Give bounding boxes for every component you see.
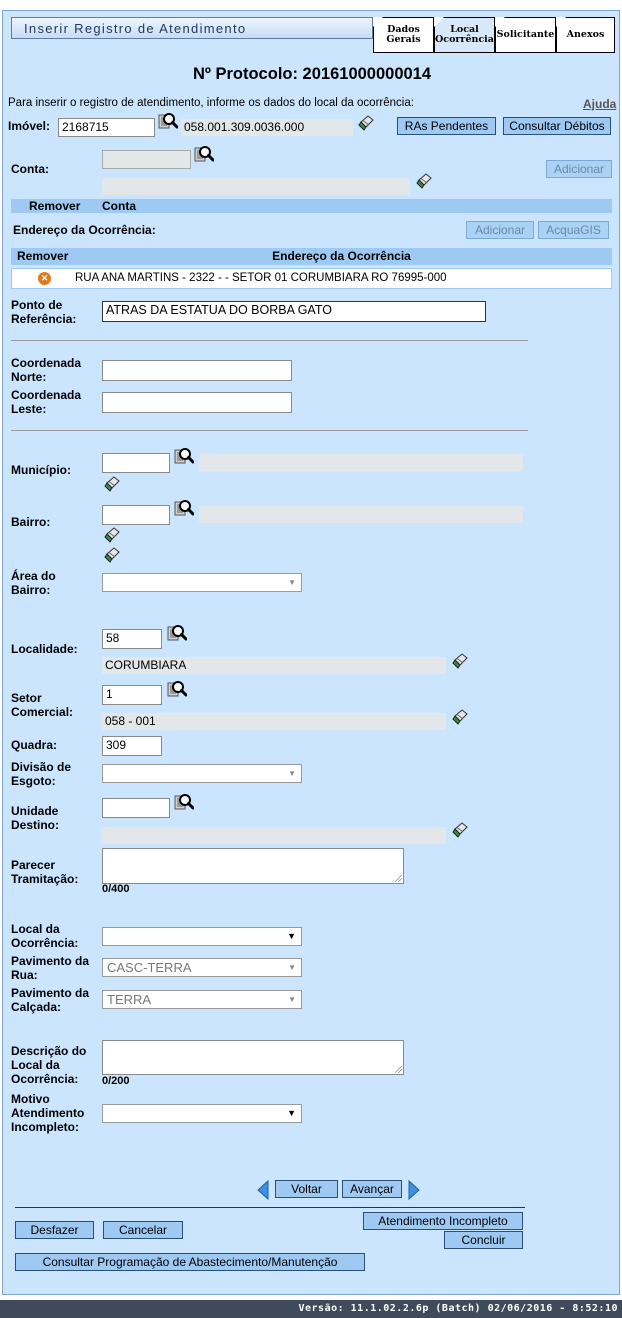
coordenada-norte-label: Coordenada Norte: xyxy=(11,356,82,384)
divider xyxy=(11,430,528,431)
search-municipio-icon[interactable] xyxy=(174,447,194,467)
clear-imovel-icon[interactable] xyxy=(358,114,374,132)
endereco-table-header xyxy=(11,248,612,265)
bairro-label: Bairro: xyxy=(11,515,51,529)
conta-desc xyxy=(102,178,410,195)
clear-unidade-icon[interactable] xyxy=(452,821,468,839)
page-title: Inserir Registro de Atendimento xyxy=(11,17,373,39)
table-row xyxy=(11,268,612,289)
search-conta-icon[interactable] xyxy=(194,145,214,165)
conta-input[interactable] xyxy=(102,150,191,169)
adicionar-endereco-button[interactable]: Adicionar xyxy=(466,221,534,239)
col-remover: Remover xyxy=(29,199,81,213)
setor-comercial-label: Setor Comercial: xyxy=(11,691,74,719)
municipio-label: Município: xyxy=(11,463,71,477)
acquagis-button[interactable]: AcquaGIS xyxy=(538,221,609,239)
arrow-right-icon[interactable] xyxy=(408,1180,420,1200)
municipio-input[interactable] xyxy=(102,453,170,473)
area-bairro-select[interactable]: ▼ xyxy=(102,573,302,592)
clear-localidade-icon[interactable] xyxy=(452,652,468,670)
instruction-text: Para inserir o registro de atendimento, informe os dados do local da ocorrência: xyxy=(8,97,414,109)
pavimento-rua-select[interactable]: CASC-TERRA ▼ xyxy=(102,958,302,977)
consultar-programacao-button[interactable]: Consultar Programação de Abastecimento/Manutenção xyxy=(15,1253,365,1271)
divisao-esgoto-label: Divisão de Esgoto: xyxy=(11,760,72,788)
descricao-counter: 0/200 xyxy=(102,1075,130,1087)
parecer-textarea[interactable] xyxy=(102,848,404,884)
municipio-desc xyxy=(199,454,523,471)
quadra-input[interactable]: 309 xyxy=(102,736,162,756)
consultar-debitos-button[interactable]: Consultar Débitos xyxy=(503,117,611,135)
ponto-referencia-label: Ponto de Referência: xyxy=(11,298,77,326)
divider xyxy=(15,1207,525,1208)
local-ocorrencia-label: Local da Ocorrência: xyxy=(11,922,79,950)
protocolo-title: Nº Protocolo: 20161000000014 xyxy=(192,65,432,83)
endereco-label: Endereço da Ocorrência: xyxy=(13,223,156,237)
area-bairro-label: Área do Bairro: xyxy=(11,569,56,597)
arrow-left-icon[interactable] xyxy=(257,1180,269,1200)
motivo-label: Motivo Atendimento Incompleto: xyxy=(11,1092,85,1134)
search-setor-icon[interactable] xyxy=(167,680,187,700)
version-footer: Versão: 11.1.02.2.6p (Batch) 02/06/2016 - 8:52:10 xyxy=(0,1300,622,1318)
divisao-esgoto-select[interactable]: ▼ xyxy=(102,764,302,783)
main-panel xyxy=(2,10,620,1295)
atendimento-incompleto-button[interactable]: Atendimento Incompleto xyxy=(363,1212,523,1230)
localidade-input[interactable]: 58 xyxy=(102,629,162,649)
remove-icon[interactable]: ✕ xyxy=(38,272,51,285)
imovel-inscricao: 058.001.309.0036.000 xyxy=(181,119,353,136)
descricao-local-textarea[interactable] xyxy=(102,1040,404,1075)
conta-label: Conta: xyxy=(11,162,49,176)
clear-conta-icon[interactable] xyxy=(416,172,432,190)
search-localidade-icon[interactable] xyxy=(167,624,187,644)
col-conta: Conta xyxy=(102,199,136,213)
ponto-referencia-input[interactable]: ATRAS DA ESTATUA DO BORBA GATO xyxy=(102,301,486,322)
imovel-label: Imóvel: xyxy=(8,119,51,133)
quadra-label: Quadra: xyxy=(11,738,58,752)
setor-comercial-input[interactable]: 1 xyxy=(102,685,162,705)
bairro-input[interactable] xyxy=(102,505,170,525)
pavimento-calcada-label: Pavimento da Calçada: xyxy=(11,986,90,1014)
divider xyxy=(11,340,528,341)
ras-pendentes-button[interactable]: RAs Pendentes xyxy=(397,117,496,135)
coordenada-leste-label: Coordenada Leste: xyxy=(11,388,82,416)
bairro-desc xyxy=(199,506,523,523)
descricao-local-label: Descrição do Local da Ocorrência: xyxy=(11,1044,87,1086)
search-bairro-icon[interactable] xyxy=(174,499,194,519)
desfazer-button[interactable]: Desfazer xyxy=(15,1221,94,1239)
cancelar-button[interactable]: Cancelar xyxy=(103,1221,183,1239)
setor-comercial-desc: 058 - 001 xyxy=(102,713,446,730)
conta-table-header xyxy=(11,199,612,213)
tab-dados-gerais[interactable]: Dados Gerais xyxy=(373,17,434,53)
imovel-input[interactable]: 2168715 xyxy=(58,118,155,137)
tab-local-ocorrencia[interactable]: Local Ocorrência xyxy=(434,17,495,53)
tab-anexos[interactable]: Anexos xyxy=(556,17,615,53)
motivo-select[interactable]: ▼ xyxy=(102,1104,302,1123)
concluir-button[interactable]: Concluir xyxy=(444,1231,523,1249)
adicionar-conta-button[interactable]: Adicionar xyxy=(546,160,612,178)
endereco-row-text: RUA ANA MARTINS - 2322 - - SETOR 01 CORUMBIARA RO 76995-000 xyxy=(75,272,447,284)
pavimento-calcada-select[interactable]: TERRA ▼ xyxy=(102,990,302,1009)
unidade-destino-label: Unidade Destino: xyxy=(11,804,59,832)
parecer-label: Parecer Tramitação: xyxy=(11,858,79,886)
help-link[interactable]: Ajuda xyxy=(583,97,617,111)
parecer-counter: 0/400 xyxy=(102,883,130,895)
col-remover-endereco: Remover xyxy=(17,249,69,263)
col-endereco: Endereço da Ocorrência xyxy=(272,249,411,263)
clear-bairro-icon[interactable] xyxy=(104,526,120,544)
search-unidade-icon[interactable] xyxy=(174,793,194,813)
clear-setor-icon[interactable] xyxy=(452,708,468,726)
tab-solicitante[interactable]: Solicitante xyxy=(495,17,556,53)
coordenada-norte-input[interactable] xyxy=(102,360,292,381)
unidade-destino-desc xyxy=(102,827,446,844)
clear-bairro-icon-2[interactable] xyxy=(104,546,120,564)
unidade-destino-input[interactable] xyxy=(102,798,170,818)
voltar-button[interactable]: Voltar xyxy=(275,1180,338,1198)
search-imovel-icon[interactable] xyxy=(158,112,178,132)
avancar-button[interactable]: Avançar xyxy=(342,1180,402,1198)
pavimento-rua-label: Pavimento da Rua: xyxy=(11,954,90,982)
clear-municipio-icon[interactable] xyxy=(104,475,120,493)
localidade-desc: CORUMBIARA xyxy=(102,657,446,674)
local-ocorrencia-select[interactable]: ▼ xyxy=(102,927,302,946)
localidade-label: Localidade: xyxy=(11,642,78,656)
coordenada-leste-input[interactable] xyxy=(102,392,292,413)
